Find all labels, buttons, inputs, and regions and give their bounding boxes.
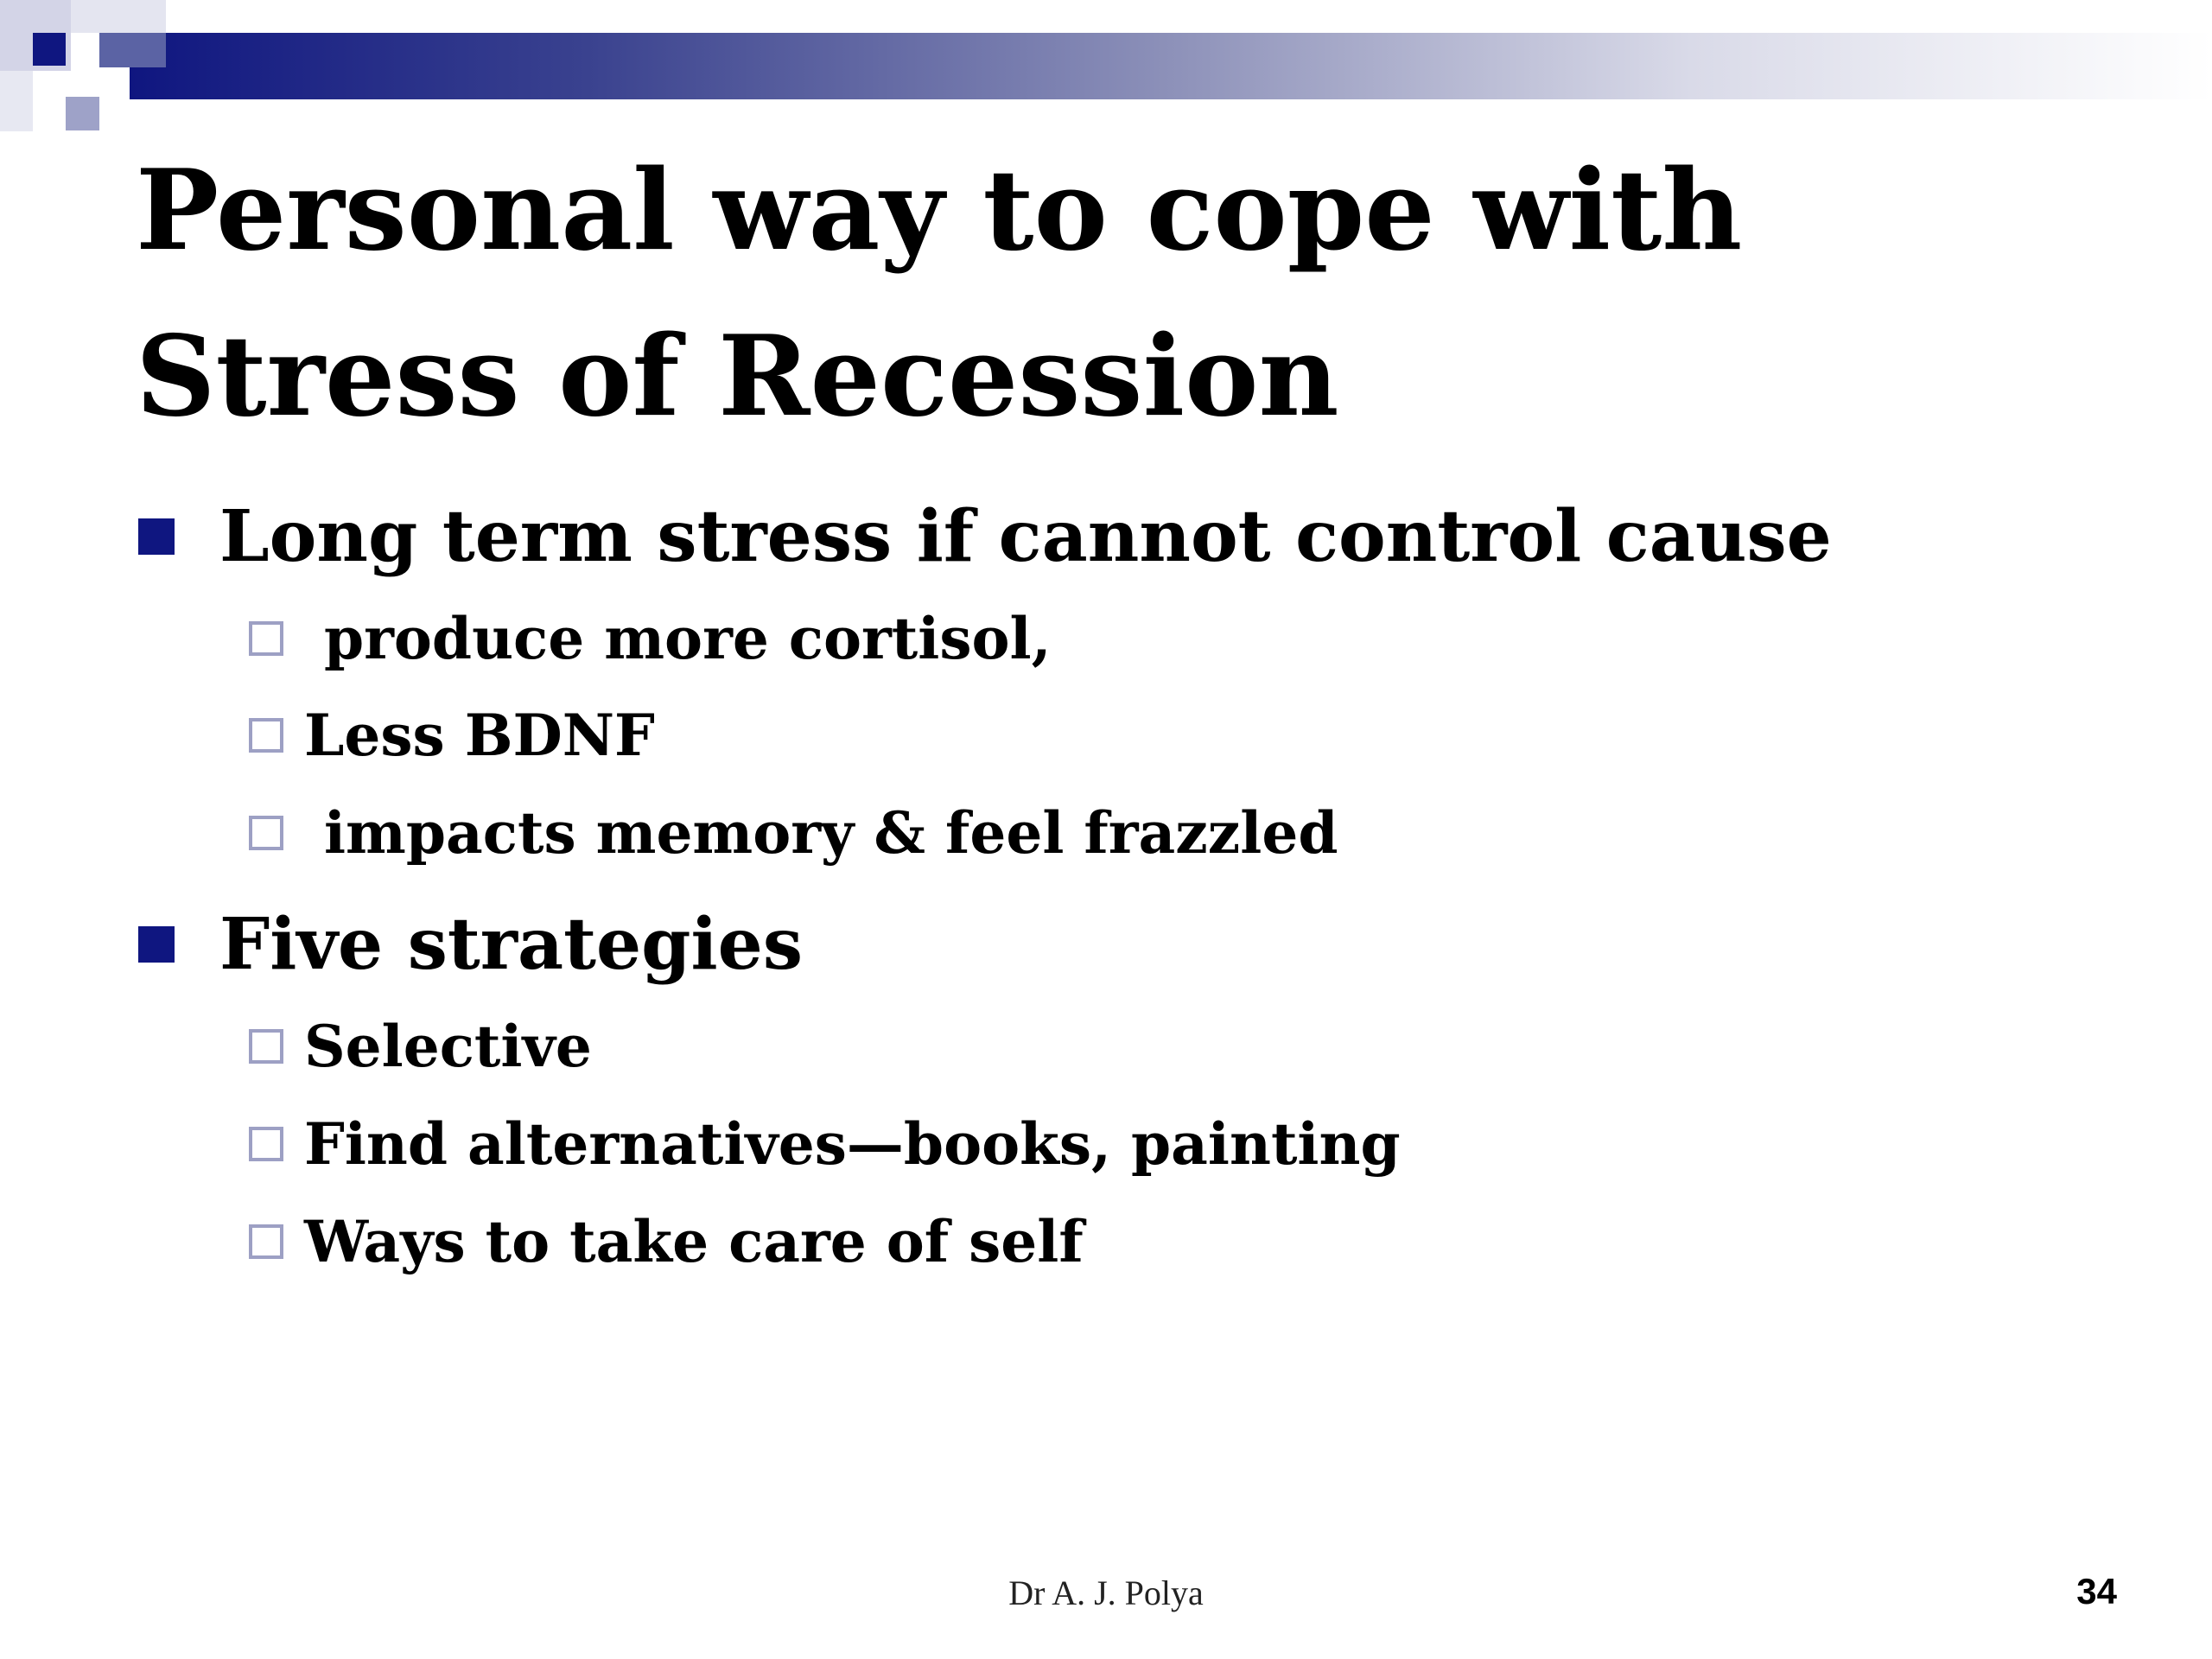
sub-bullet-text: Ways to take care of self (304, 1208, 1084, 1275)
sub-bullet-item (249, 702, 655, 769)
bullet-text: Five strategies (219, 903, 803, 986)
slide-title: Personal way to cope with Stress of Recession (136, 146, 1743, 442)
sub-bullet-text: impacts memory & feel frazzled (304, 799, 1338, 867)
square-bullet-icon (138, 926, 175, 963)
sub-bullet-text: Less BDNF (304, 702, 655, 769)
hollow-square-bullet-icon (249, 1127, 283, 1161)
hollow-square-bullet-icon (249, 1224, 283, 1259)
sub-bullet-item (249, 1110, 1401, 1178)
hollow-square-bullet-icon (249, 1029, 283, 1064)
bullet-item (138, 495, 1832, 578)
sub-bullet-item (249, 605, 1052, 672)
sub-bullet-text: produce more cortisol, (304, 605, 1052, 672)
sub-bullet-item (249, 1013, 592, 1080)
sub-bullet-item (249, 799, 1338, 867)
hollow-square-bullet-icon (249, 816, 283, 850)
hollow-square-bullet-icon (249, 718, 283, 753)
bullet-item (138, 903, 803, 986)
hollow-square-bullet-icon (249, 621, 283, 656)
slide-number: 34 (2076, 1571, 2117, 1611)
sub-bullet-text: Find alternatives—books, painting (304, 1110, 1401, 1178)
bullet-text: Long term stress if cannot control cause (219, 495, 1832, 578)
sub-bullet-text: Selective (304, 1013, 592, 1080)
footer-author: Dr A. J. Polya (1008, 1573, 1204, 1612)
square-bullet-icon (138, 518, 175, 555)
sub-bullet-item (249, 1208, 1084, 1275)
